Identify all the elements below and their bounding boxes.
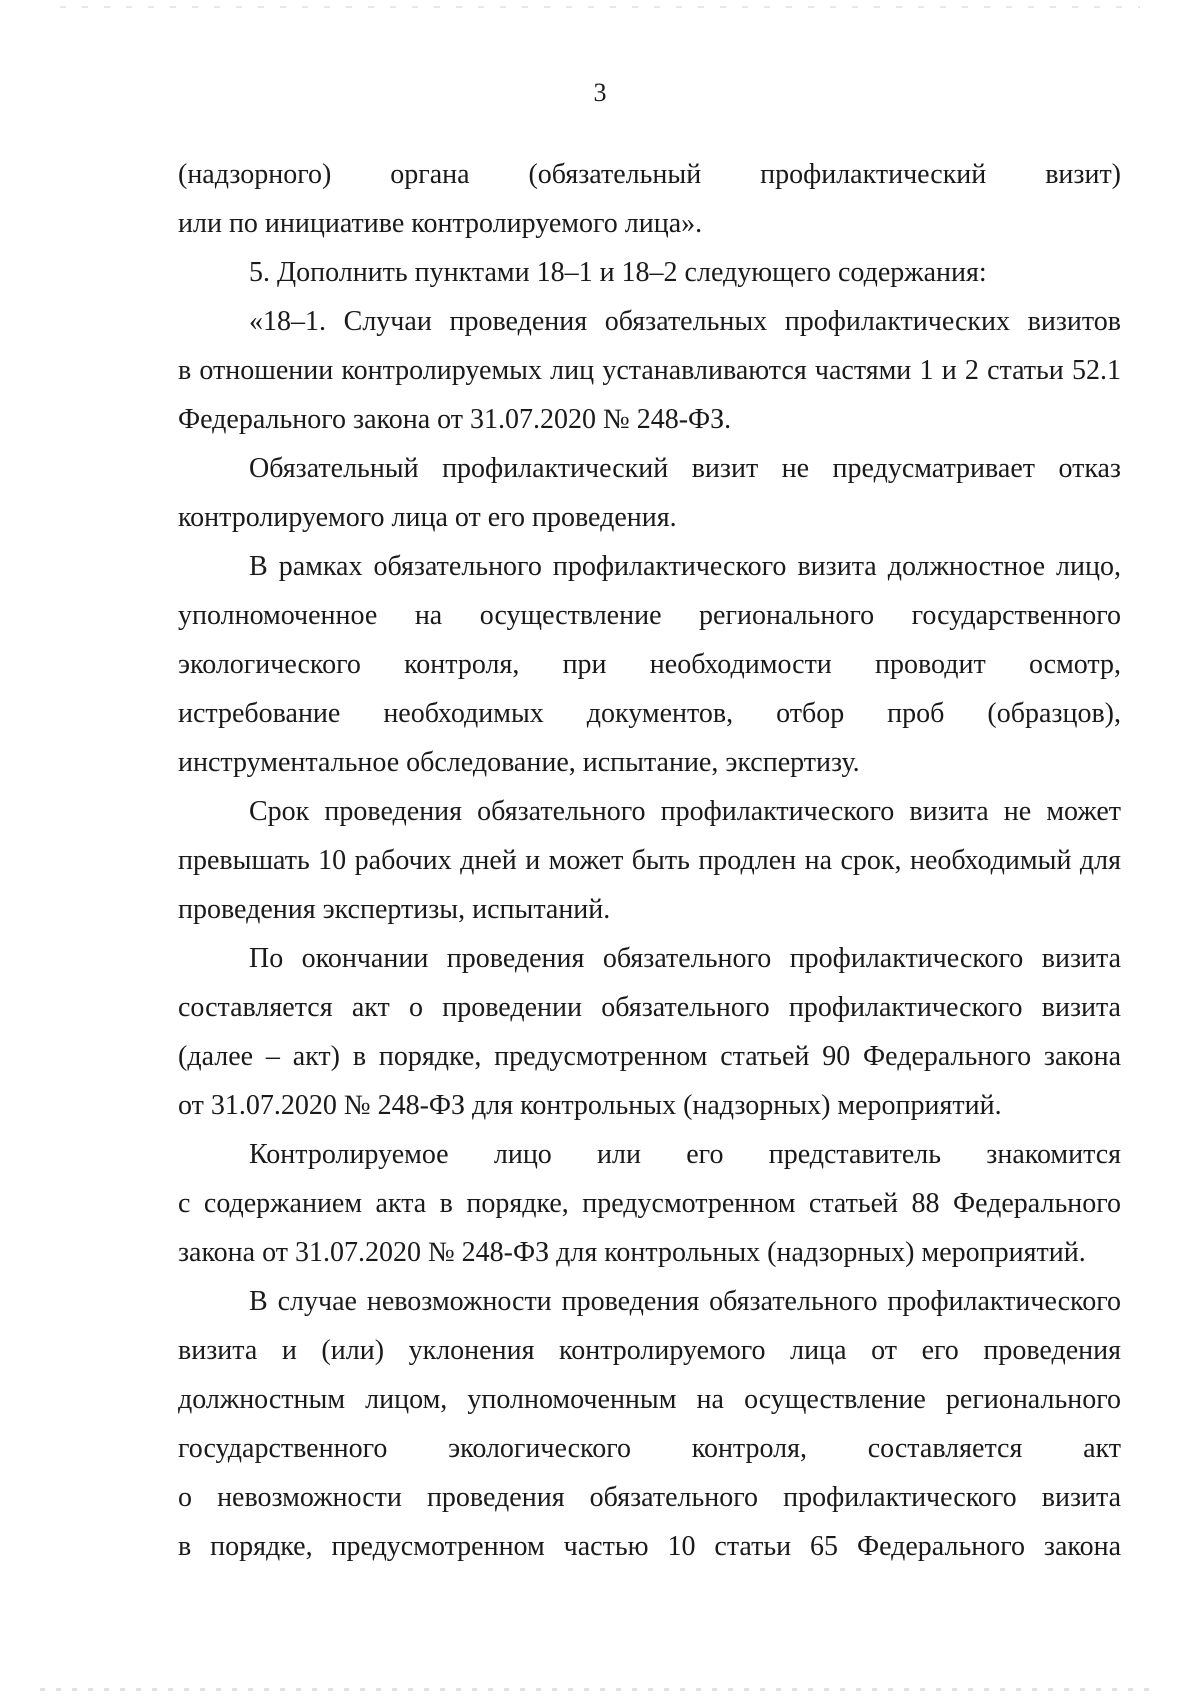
text-line: визита и (или) уклонения контролируемого лица от его проведения bbox=[178, 1335, 1121, 1366]
text-line: Срок проведения обязательного профилактического визита не может bbox=[249, 796, 1121, 827]
text-line: о невозможности проведения обязательного профилактического визита bbox=[178, 1482, 1121, 1513]
text-line: в отношении контролируемых лиц устанавливаются частями 1 и 2 статьи 52.1 bbox=[178, 355, 1121, 386]
text-line: 5. Дополнить пунктами 18–1 и 18–2 следующего содержания: bbox=[249, 257, 987, 288]
text-line: Обязательный профилактический визит не предусматривает отказ bbox=[249, 453, 1121, 484]
text-line: По окончании проведения обязательного профилактического визита bbox=[249, 943, 1121, 974]
text-line: в порядке, предусмотренном частью 10 статьи 65 Федерального закона bbox=[178, 1531, 1121, 1562]
text-line: составляется акт о проведении обязательного профилактического визита bbox=[178, 992, 1121, 1023]
text-line: В рамках обязательного профилактического визита должностное лицо, bbox=[249, 551, 1121, 582]
text-line: истребование необходимых документов, отбор проб (образцов), bbox=[178, 698, 1121, 729]
scan-artifact-bottom bbox=[40, 1688, 1160, 1691]
text-line: государственного экологического контроля, составляется акт bbox=[178, 1433, 1121, 1464]
text-line: В случае невозможности проведения обязательного профилактического bbox=[249, 1286, 1121, 1317]
page-number: 3 bbox=[593, 78, 607, 107]
document-body bbox=[178, 150, 1121, 1571]
text-line: (далее – акт) в порядке, предусмотренном статьей 90 Федерального закона bbox=[178, 1041, 1121, 1072]
text-line: или по инициативе контролируемого лица». bbox=[178, 208, 703, 239]
text-line: проведения экспертизы, испытаний. bbox=[178, 894, 611, 925]
text-line: уполномоченное на осуществление регионального государственного bbox=[178, 600, 1121, 631]
text-line: закона от 31.07.2020 № 248-ФЗ для контрольных (надзорных) мероприятий. bbox=[178, 1237, 1086, 1268]
text-line: Контролируемое лицо или его представитель знакомится bbox=[249, 1139, 1121, 1170]
text-line: должностным лицом, уполномоченным на осуществление регионального bbox=[178, 1384, 1121, 1415]
text-line: с содержанием акта в порядке, предусмотренном статьей 88 Федерального bbox=[178, 1188, 1121, 1219]
text-line: от 31.07.2020 № 248-ФЗ для контрольных (надзорных) мероприятий. bbox=[178, 1090, 1002, 1121]
scan-artifact-top bbox=[60, 6, 1140, 8]
text-line: превышать 10 рабочих дней и может быть продлен на срок, необходимый для bbox=[178, 845, 1121, 876]
text-line: контролируемого лица от его проведения. bbox=[178, 502, 677, 533]
text-line: инструментальное обследование, испытание, экспертизу. bbox=[178, 747, 860, 778]
text-line: Федерального закона от 31.07.2020 № 248-ФЗ. bbox=[178, 404, 732, 435]
text-line: (надзорного) органа (обязательный профилактический визит) bbox=[178, 159, 1121, 190]
text-line: «18–1. Случаи проведения обязательных профилактических визитов bbox=[249, 306, 1121, 337]
text-line: экологического контроля, при необходимости проводит осмотр, bbox=[178, 649, 1121, 680]
